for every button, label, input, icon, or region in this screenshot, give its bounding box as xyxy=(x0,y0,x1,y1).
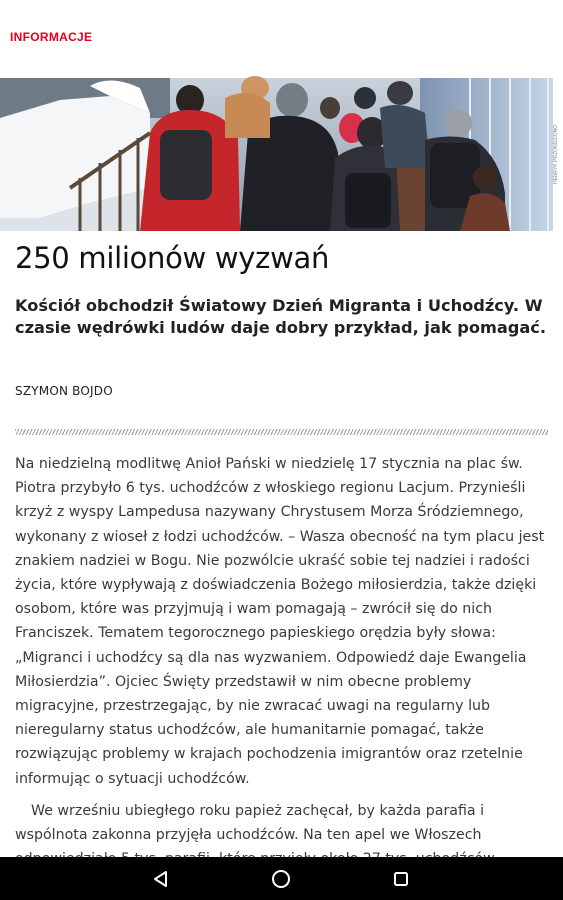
home-button[interactable] xyxy=(268,866,294,892)
article-lead: Kościół obchodził Światowy Dzień Migranta i Uchodźcy. W czasie wędrówki ludów daje dobry przykład, jak pomagać. xyxy=(15,296,547,337)
square-recents-icon xyxy=(391,869,411,889)
body-paragraph: We wrześniu ubiegłego roku papież zachęcał, by każda parafia i wspólnota zakonna przyjęła uchodźców. Na ten apel we Włoszech xyxy=(15,802,485,844)
hero-photo xyxy=(0,78,553,231)
system-navigation-bar xyxy=(0,857,563,900)
body-paragraph: Na niedzielną modlitwę Anioł Pański w niedzielę 17 stycznia na plac św. Piotra przybyło 6 tys. uchodźców z włoskiego regionu Lacjum. Przynieśli krzyż z wyspy Lampedusa nazywany Chrystusem Morza Śródziemnego, wykonany z wioseł z łodzi uchodźców. – Wasza obecność na tym placu jest znakiem nadziei w Bogu. Nie pozwólcie ukraść sobie tej nadziei i radości życia, które wypływają z doświadczenia Bożego miłosierdzia, także dzięki osobom, które was przyjmują i wam pomagają – zwrócił się do nich Franciszek. Tematem tegorocznego papieskiego orędzia były słowa: „Migranci i uchodźcy są dla nas wyzwaniem. Odpowiedź daje Ewangelia Miłosierdzia”. Ojciec Święty przedstawił w nim obecne problemy migracyjne, przestrzegając, by nie zwracać uwagi na regularny lub nieregularny status uchodźców, ale humanitarnie pomagać, także rozwiązując problemy w krajach pochodzenia imigrantów oraz rzetelnie informując o sytuacji uchodźców. xyxy=(15,456,545,787)
photo-credit: HENRYK PRZONDZIONO xyxy=(553,124,559,185)
article-author: SZYMON BOJDO xyxy=(15,384,113,398)
back-button[interactable] xyxy=(148,866,174,892)
hatched-divider xyxy=(15,429,548,435)
circle-home-icon xyxy=(270,868,292,890)
section-label: INFORMACJE xyxy=(10,30,93,44)
article-title: 250 milionów wyzwań xyxy=(15,241,330,275)
article-body[interactable] xyxy=(15,452,550,857)
triangle-back-icon xyxy=(151,869,171,889)
recents-button[interactable] xyxy=(388,866,414,892)
